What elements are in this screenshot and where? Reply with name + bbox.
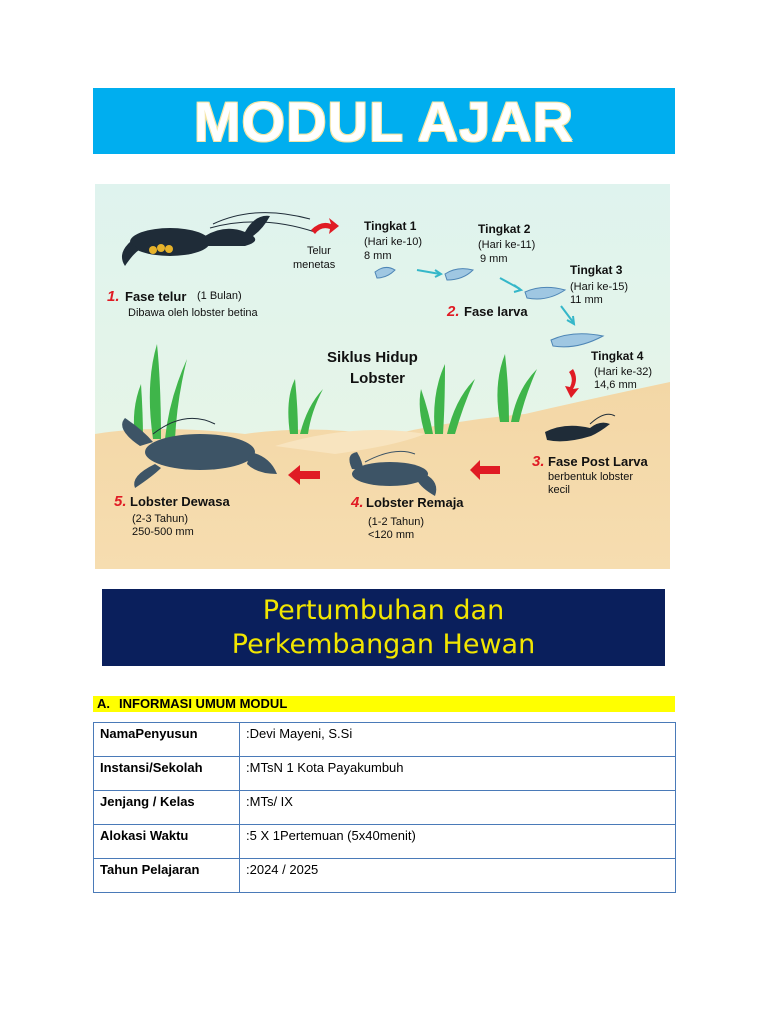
tingkat1-size: 8 mm (364, 250, 392, 262)
stage3-name: Fase Post Larva (548, 454, 648, 469)
stage4-size: <120 mm (368, 529, 415, 541)
info-label: Instansi/Sekolah (94, 757, 240, 791)
stage5-size: 250-500 mm (132, 526, 194, 538)
telur-label-1: Telur (307, 245, 331, 257)
info-value: :MTs/ IX (240, 791, 676, 825)
info-value: :MTsN 1 Kota Payakumbuh (240, 757, 676, 791)
topic-line-2: Perkembangan Hewan (231, 628, 536, 660)
module-title: MODUL AJAR (193, 89, 575, 153)
stage2-name: Fase larva (464, 304, 528, 319)
info-value: :Devi Mayeni, S.Si (240, 723, 676, 757)
stage4-name: Lobster Remaja (366, 495, 464, 510)
tingkat4-size: 14,6 mm (594, 379, 637, 391)
stage5-duration: (2-3 Tahun) (132, 513, 189, 525)
title-banner (93, 88, 675, 154)
table-row (94, 757, 676, 791)
stage3-number: 3. (532, 453, 545, 470)
stage1-duration: (1 Bulan) (197, 290, 242, 302)
info-label: Alokasi Waktu (94, 825, 240, 859)
stage1-desc: Dibawa oleh lobster betina (128, 307, 258, 319)
stage3-desc-1: berbentuk lobster (548, 471, 633, 483)
center-title-1: Siklus Hidup (327, 349, 418, 366)
tingkat3-day: (Hari ke-15) (570, 281, 629, 293)
info-value: :2024 / 2025 (240, 859, 676, 893)
tingkat4-day: (Hari ke-32) (594, 366, 653, 378)
tingkat3-label: Tingkat 3 (570, 263, 623, 277)
tingkat2-size: 9 mm (480, 253, 508, 265)
stage3-desc-2: kecil (548, 484, 571, 496)
info-label: Tahun Pelajaran (94, 859, 240, 893)
tingkat4-label: Tingkat 4 (591, 349, 644, 363)
module-info-table (93, 722, 676, 893)
stage1-number: 1. (107, 288, 120, 305)
stage5-name: Lobster Dewasa (130, 494, 230, 509)
table-row (94, 723, 676, 757)
telur-label-2: menetas (293, 259, 336, 271)
center-title-2: Lobster (350, 370, 406, 387)
tingkat2-label: Tingkat 2 (478, 222, 531, 236)
stage4-number: 4. (351, 494, 364, 511)
table-row (94, 791, 676, 825)
table-row (94, 859, 676, 893)
tingkat1-day: (Hari ke-10) (364, 236, 423, 248)
info-label: NamaPenyusun (94, 723, 240, 757)
topic-line-1: Pertumbuhan dan (262, 594, 505, 626)
stage1-name: Fase telur (125, 289, 187, 304)
tingkat1-label: Tingkat 1 (364, 219, 417, 233)
stage4-duration: (1-2 Tahun) (368, 516, 425, 528)
stage5-number: 5. (114, 493, 127, 510)
stage2-number: 2. (447, 303, 460, 320)
info-label: Jenjang / Kelas (94, 791, 240, 825)
tingkat2-day: (Hari ke-11) (478, 239, 536, 251)
topic-banner (102, 589, 665, 666)
lobster-life-cycle-diagram (95, 184, 670, 569)
info-value: :5 X 1Pertemuan (5x40menit) (240, 825, 676, 859)
section-a-letter: A. (97, 696, 110, 711)
section-a-title: INFORMASI UMUM MODUL (119, 696, 288, 711)
tingkat3-size: 11 mm (570, 294, 603, 306)
table-row (94, 825, 676, 859)
section-a-heading (93, 696, 675, 712)
